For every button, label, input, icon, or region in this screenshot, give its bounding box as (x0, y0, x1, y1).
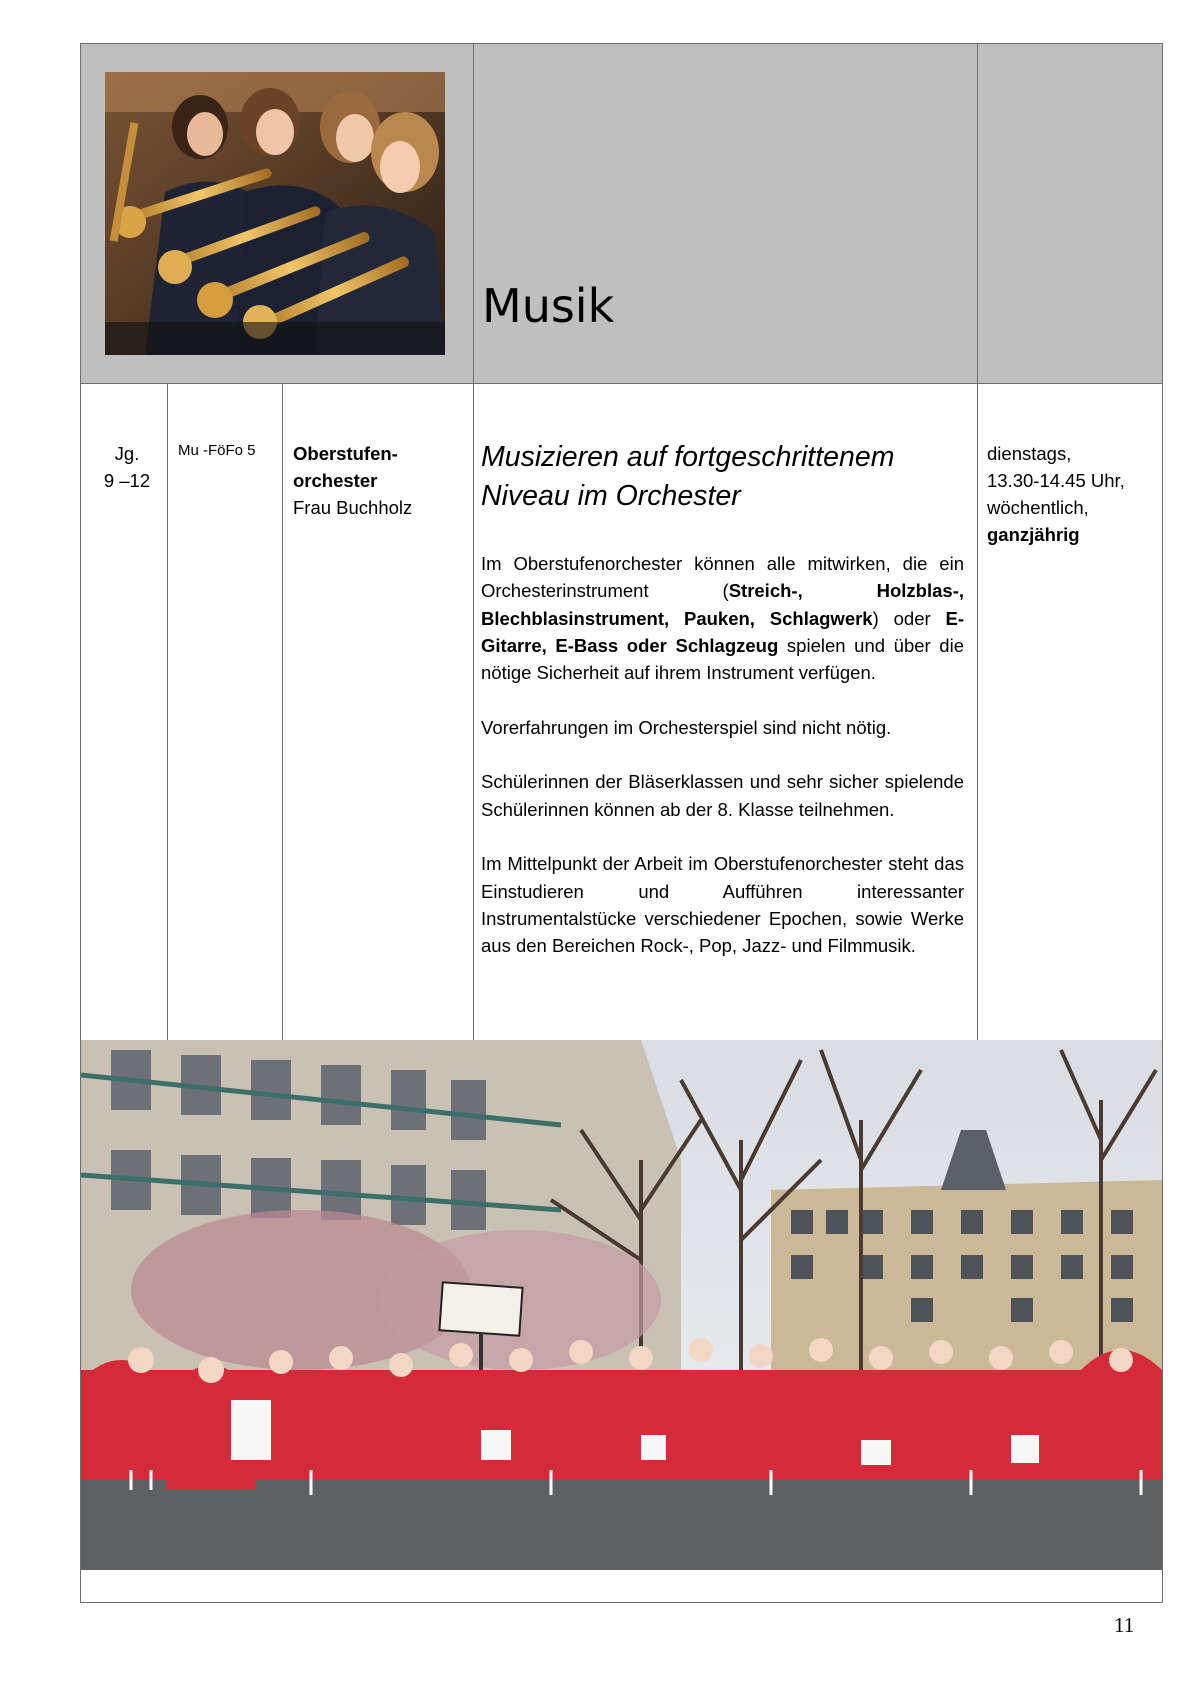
teacher-name: Frau Buchholz (293, 497, 413, 518)
schedule-frequency: wöchentlich, (987, 497, 1089, 518)
course-name-line2: orchester (293, 470, 378, 491)
schedule-cell (987, 440, 1157, 548)
orchestra-photo (105, 72, 445, 355)
course-name-line1: Oberstufen- (293, 443, 398, 464)
course-cell (293, 440, 412, 521)
header-divider-1 (473, 43, 474, 384)
paragraph-1: Im Oberstufenorchester können alle mitwirken, die ein Orchesterinstrument (Streich-, Holzblas-, Blechblasinstrument, Pauken, Schlagwerk) oder E-Gitarre, E-Bass oder Schlagzeug spielen und über die nötige Sicherheit auf ihrem Instrument verfügen. (481, 553, 965, 684)
col-divider-2 (282, 384, 283, 1040)
schedule-day: dienstags, (987, 443, 1072, 464)
col-divider-3 (473, 384, 474, 1040)
col-divider-4 (977, 384, 978, 1040)
course-heading (481, 438, 961, 516)
paragraph-3: Schülerinnen der Bläserklassen und sehr sicher spielende Schülerinnen können ab der 8. Klasse teilnehmen. (481, 771, 964, 820)
heading-line1: Musizieren auf fortgeschrittenem (481, 441, 895, 473)
grade-cell (84, 440, 170, 494)
page-number: 11 (1114, 1613, 1135, 1637)
carnival-photo-image (81, 1040, 1162, 1570)
carnival-group-photo (81, 1040, 1162, 1570)
course-code: Mu -FöFo 5 (178, 442, 256, 459)
page-title: Musik (482, 279, 615, 333)
schedule-time: 13.30-14.45 Uhr, (987, 470, 1125, 491)
orchestra-photo-image (105, 72, 445, 355)
heading-line2: Niveau im Orchester (481, 480, 741, 512)
paragraph-4: Im Mittelpunkt der Arbeit im Oberstufenorchester steht das Einstudieren und Aufführen interessanter Instrumentalstücke verschiedener Epochen, sowie Werke aus den Bereichen Rock-, Pop, Jazz- und Filmmusik. (481, 853, 964, 957)
paragraph-2: Vorerfahrungen im Orchesterspiel sind nicht nötig. (481, 716, 892, 738)
grade-range: 9 –12 (103, 470, 151, 491)
grade-label: Jg. (114, 443, 140, 464)
header-divider-2 (977, 43, 978, 384)
description (481, 550, 964, 959)
schedule-duration: ganzjährig (987, 524, 1080, 545)
